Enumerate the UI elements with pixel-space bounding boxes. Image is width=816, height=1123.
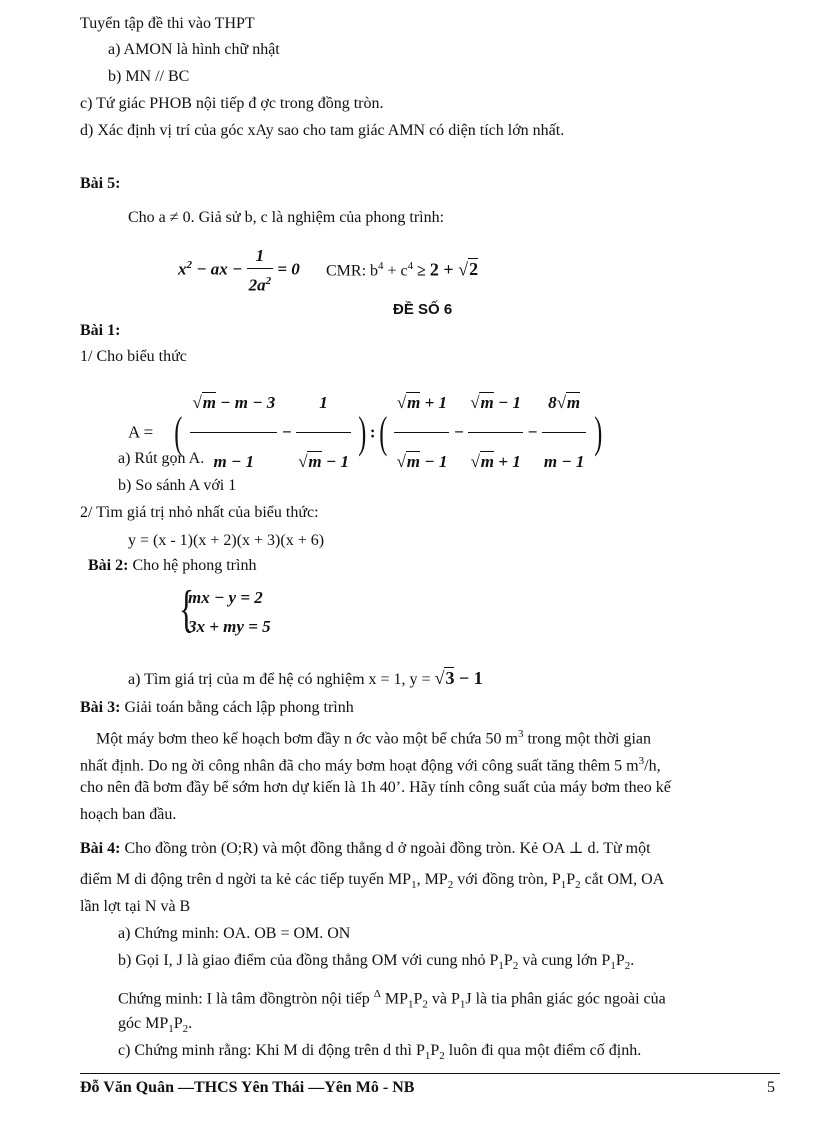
bai3-line4: hoạch ban đầu. [80, 806, 177, 823]
prev-item-a: a) AMON là hình chữ nhật [108, 41, 280, 58]
exam-title: ĐỀ SỐ 6 [393, 301, 453, 318]
perp-symbol: ⊥ [568, 840, 584, 857]
expression-A: A = ( $\frac{√m - m - 3}{m - 1}$ − $\frac{1}{√m - 1}$ ) :( $\frac{√m + 1}{√m - 1}$ − $\frac{√m - 1}{√m + 1}$ − $\frac{8√m}{m - 1}$ ) [128, 374, 605, 432]
bai5-equation: $x^2$ − ax − $\frac{1}{2a^2}$ = 0 [178, 244, 300, 298]
bai3-line3: cho nên đã bơm đầy bể sớm hơn dự kiến là 1h 40’. Hãy tính công suất của máy bơm theo kế [80, 779, 671, 796]
bai1-b: b) So sánh A với 1 [118, 477, 237, 494]
triangle-symbol: Δ [373, 988, 381, 1000]
bai3-heading: Bài 3: Giải toán bằng cách lập phong trình [80, 699, 354, 716]
bai2-a: a) Tìm giá trị của m để hệ có nghiệm x = 1, y = √3 − 1 [128, 668, 483, 688]
bai3-line2: nhất định. Do ng ời công nhân đã cho máy bơm hoạt động với công suất tăng thêm 5 $m^3/h$, [80, 755, 661, 775]
bai2-heading: Bài 2: Cho hệ phong trình [88, 557, 257, 574]
bai4-b-proof1: Chứng minh: I là tâm đồngtròn nội tiếp $^\Delta$ $MP_1P_2$ và $P_1J$ là tia phân giác góc ngoài của [118, 988, 666, 1011]
neq-symbol: ≠ [169, 209, 179, 226]
bai4-line3: lần lợt tại N và B [80, 898, 191, 915]
bai3-line1: Một máy bơm theo kế hoạch bơm đầy n ớc vào một bể chứa 50 $m^3$ trong một thời gian [96, 728, 652, 748]
bai5-cmr: CMR: $b^4 + c^4 \ge 2 + √2$ [326, 259, 479, 280]
bai1-q2: 2/ Tìm giá trị nhỏ nhất của biểu thức: [80, 504, 319, 521]
bai4-c: c) Chứng minh rằng: Khi M di động trên d thì $P_1P_2$ luôn đi qua một điểm cố định. [118, 1042, 642, 1063]
prev-item-c: c) Tứ giác PHOB nội tiếp đ ợc trong đồng tròn. [80, 95, 384, 112]
prev-item-b: b) MN // BC [108, 68, 190, 85]
bai1-title: Bài 1: [80, 322, 121, 339]
running-title: Tuyển tập đề thi vào THPT [80, 15, 255, 32]
bai5-intro: Cho a ≠ 0. Giả sử b, c là nghiệm của phong trình: [128, 209, 445, 226]
bai1-q1: 1/ Cho biểu thức [80, 348, 187, 365]
page-number: 5 [767, 1079, 775, 1096]
footer-author: Đỗ Văn Quân —THCS Yên Thái —Yên Mô - NB [80, 1079, 415, 1096]
footer-rule [80, 1073, 780, 1074]
eq-fraction: $\frac{1}{2a^2}$ [247, 244, 274, 298]
bai4-b-proof2: góc $MP_1P_2$. [118, 1015, 193, 1036]
bai1-a: a) Rút gọn A. [118, 450, 205, 467]
bai4-b: b) Gọi I, J là giao điểm của đồng thẳng OM với cung nhỏ $P_1P_2$ và cung lớn $P_1P_2$. [118, 952, 635, 973]
bai1-y-expr: y = (x - 1)(x + 2)(x + 3)(x + 6) [128, 532, 325, 549]
bai4-line1: Bài 4: Cho đồng tròn (O;R) và một đồng thẳng d ở ngoài đồng tròn. Kẻ OA ⊥ d. Từ một [80, 840, 651, 857]
bai4-line2: điểm M di động trên d ngời ta kẻ các tiếp tuyến $MP_1$, $MP_2$ với đồng tròn, $P_1P_2$ cắt OM, OA [80, 871, 665, 892]
bai5-title: Bài 5: [80, 175, 121, 192]
prev-item-d: d) Xác định vị trí của góc xAy sao cho tam giác AMN có diện tích lớn nhất. [80, 122, 565, 139]
bai4-a: a) Chứng minh: OA. OB = OM. ON [118, 925, 351, 942]
